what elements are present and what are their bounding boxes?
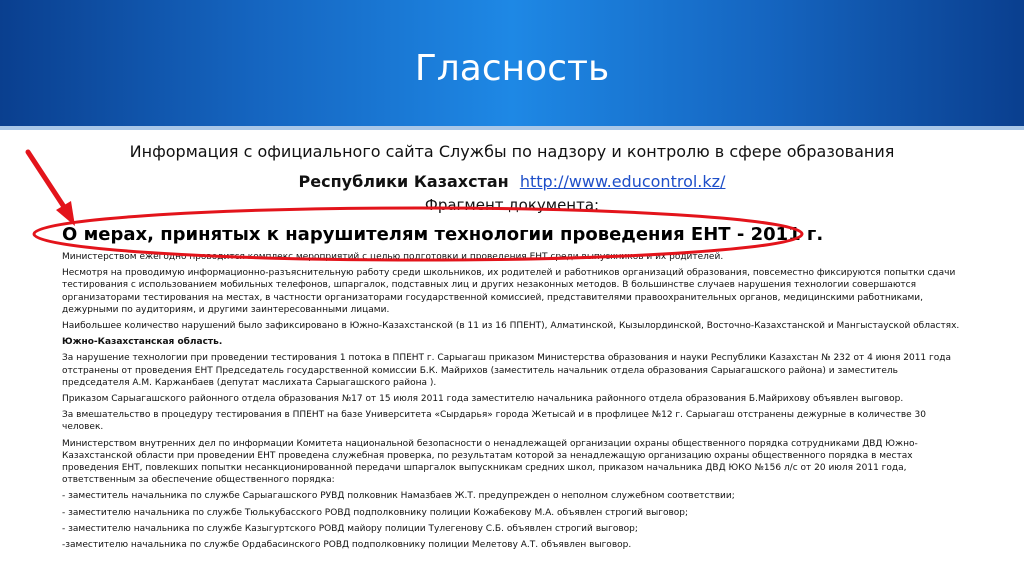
paragraph: Несмотря на проводимую информационно-разъяснительную работу среди школьников, их родителей и работников организаций образования, повсеместно фиксируются попытки сдачи тестирования с использованием мобильных телефонов, шпаргалок, подставных лиц и других незаконных методов. В большинстве случаев нарушения технологии совершаются организаторами тестирования на местах, в частности организаторами государственной комиссией, представителями правоохранительных органов, медицинскими работниками, дежурными по аудиториям, и другими заинтересованными лицами. xyxy=(62,268,956,315)
paragraph: За вмешательство в процедуру тестирования в ППЕНТ на базе Университета «Сырдарья» города Жетысай и в профлицее №12 г. Сарыагаш отстранены дежурные в количестве 30 человек. xyxy=(62,410,926,433)
document-heading: О мерах, принятых к нарушителям технологии проведения ЕНТ - 2011 г. xyxy=(62,224,824,245)
source-link[interactable]: http://www.educontrol.kz/ xyxy=(519,172,726,191)
paragraph: Приказом Сарыагашского районного отдела образования №17 от 15 июля 2011 года заместителю начальника районного отдела образования Б.Майрихову объявлен выговор. xyxy=(62,394,904,405)
region-heading: Южно-Казахстанская область. xyxy=(62,337,223,348)
source-info-line: Информация с официального сайта Службы по надзору и контролю в сфере образования xyxy=(129,142,895,161)
slide-title: Гласность xyxy=(414,48,610,89)
fragment-label: Фрагмент документа: xyxy=(424,196,600,214)
list-item: - заместителю начальника по службе Казыгуртского РОВД майору полиции Тулегенову С.Б. объявлен строгий выговор; xyxy=(62,523,638,534)
paragraph: За нарушение технологии при проведении тестирования 1 потока в ППЕНТ г. Сарыагаш приказом Министерства образования и науки Республики Казахстан № 232 от 4 июня 2011 года отстранены от проведения ЕНТ Председатель государственной комиссии Б.К. Майрихов (заместитель начальник отдела образования Сарыагашского района) и заместитель председателя А.М. Каржанбаев (депутат маслихата Сарыагашского района ). xyxy=(62,353,951,388)
paragraph: Министерством внутренних дел по информации Комитета национальной безопасности о ненадлежащей организации охраны общественного порядка сотрудниками ДВД Южно-Казахстанской области при проведении ЕНТ проведена служебная проверка, по результатам которой за ненадлежащую организацию охраны общественного порядка в местах проведения ЕНТ, повлекших попытки несанкционированной передачи шпаргалок выпускникам средних школ, приказом начальника ДВД ЮКО №156 л/с от 20 июля 2011 года, ответственным за обеспечение общественного порядка: xyxy=(62,438,918,486)
paragraph: Министерством ежегодно проводится комплекс мероприятий с целью подготовки и проведения ЕНТ среди выпускников и их родителей. xyxy=(62,252,724,262)
red-arrow-icon xyxy=(28,152,75,226)
list-item: - заместитель начальника по службе Сарыагашского РУВД полковник Намазбаев Ж.Т. предупрежден о неполном служебном соответствии; xyxy=(62,491,735,502)
paragraph: Наибольшее количество нарушений было зафиксировано в Южно-Казахстанской (в 11 из 16 ППЕНТ), Алматинской, Кызылординской, Восточно-Казахстанской и Мангыстауской областях. xyxy=(62,321,960,332)
source-country: Республики Казахстан xyxy=(298,172,509,191)
list-item: - заместителю начальника по службе Тюлькубасского РОВД подполковнику полиции Кожабекову М.А. объявлен строгий выговор; xyxy=(62,507,689,518)
list-item: -заместителю начальника по службе Ордабасинского РОВД подполковнику полиции Мелетову А.Т. объявлен выговор. xyxy=(62,540,632,551)
red-ellipse-highlight xyxy=(34,208,802,260)
